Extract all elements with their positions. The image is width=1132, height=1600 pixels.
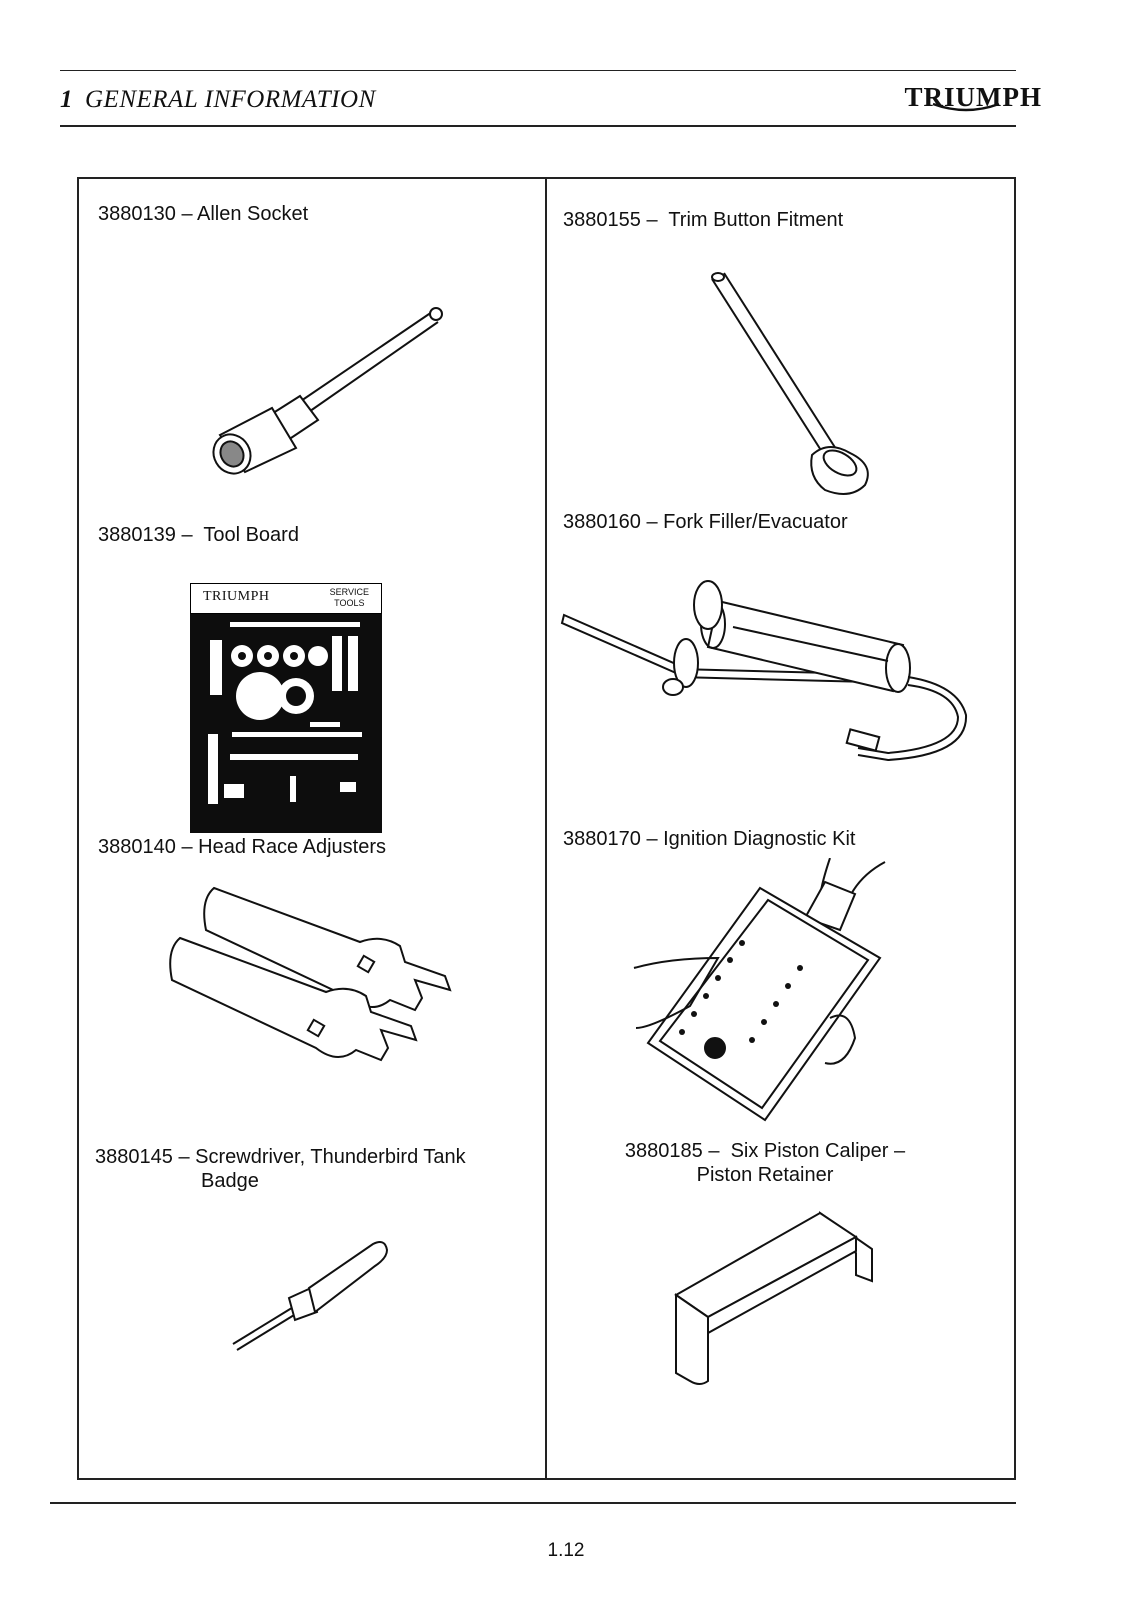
tool-board-brand: TRIUMPH [203, 589, 270, 604]
tool-board-icon [190, 583, 382, 833]
tool-caption-3880160: 3880160 – Fork Filler/Evacuator [563, 511, 848, 533]
tool-board-header [190, 583, 382, 614]
page-header-title [60, 86, 376, 114]
brand-name: TRIUMPH [904, 82, 1042, 112]
header-bottom-rule [60, 125, 1016, 127]
screwdriver-icon [225, 1228, 395, 1358]
piston-retainer-icon [660, 1205, 890, 1390]
tool-caption-3880170: 3880170 – Ignition Diagnostic Kit [563, 828, 856, 850]
allen-socket-icon [200, 290, 460, 490]
page-number: 1.12 [547, 1540, 585, 1561]
head-race-adjusters-icon [160, 880, 460, 1100]
tool-caption-3880185: 3880185 – Six Piston Caliper – Piston Retainer [624, 1140, 906, 1186]
tool-caption-3880145: 3880145 – Screwdriver, Thunderbird Tank Badge [95, 1146, 466, 1192]
trim-button-tool-icon [700, 265, 900, 505]
logo-swoosh-icon [931, 102, 1001, 114]
triumph-logo [905, 82, 1043, 113]
chapter-title: GENERAL INFORMATION [85, 86, 376, 113]
tool-caption-3880155: 3880155 – Trim Button Fitment [563, 209, 844, 231]
header-top-rule [60, 70, 1016, 71]
tool-caption-3880139: 3880139 – Tool Board [98, 524, 299, 546]
tool-caption-3880140: 3880140 – Head Race Adjusters [98, 836, 387, 858]
fork-filler-icon [558, 565, 978, 775]
footer-rule [50, 1502, 1016, 1504]
tool-caption-3880130: 3880130 – Allen Socket [98, 203, 309, 225]
tool-board-tools-icon [190, 614, 382, 833]
tools-column-divider [545, 177, 547, 1480]
ignition-tester-icon [630, 858, 900, 1128]
chapter-number: 1 [60, 86, 73, 113]
tool-board-label: SERVICE TOOLS [329, 587, 369, 608]
